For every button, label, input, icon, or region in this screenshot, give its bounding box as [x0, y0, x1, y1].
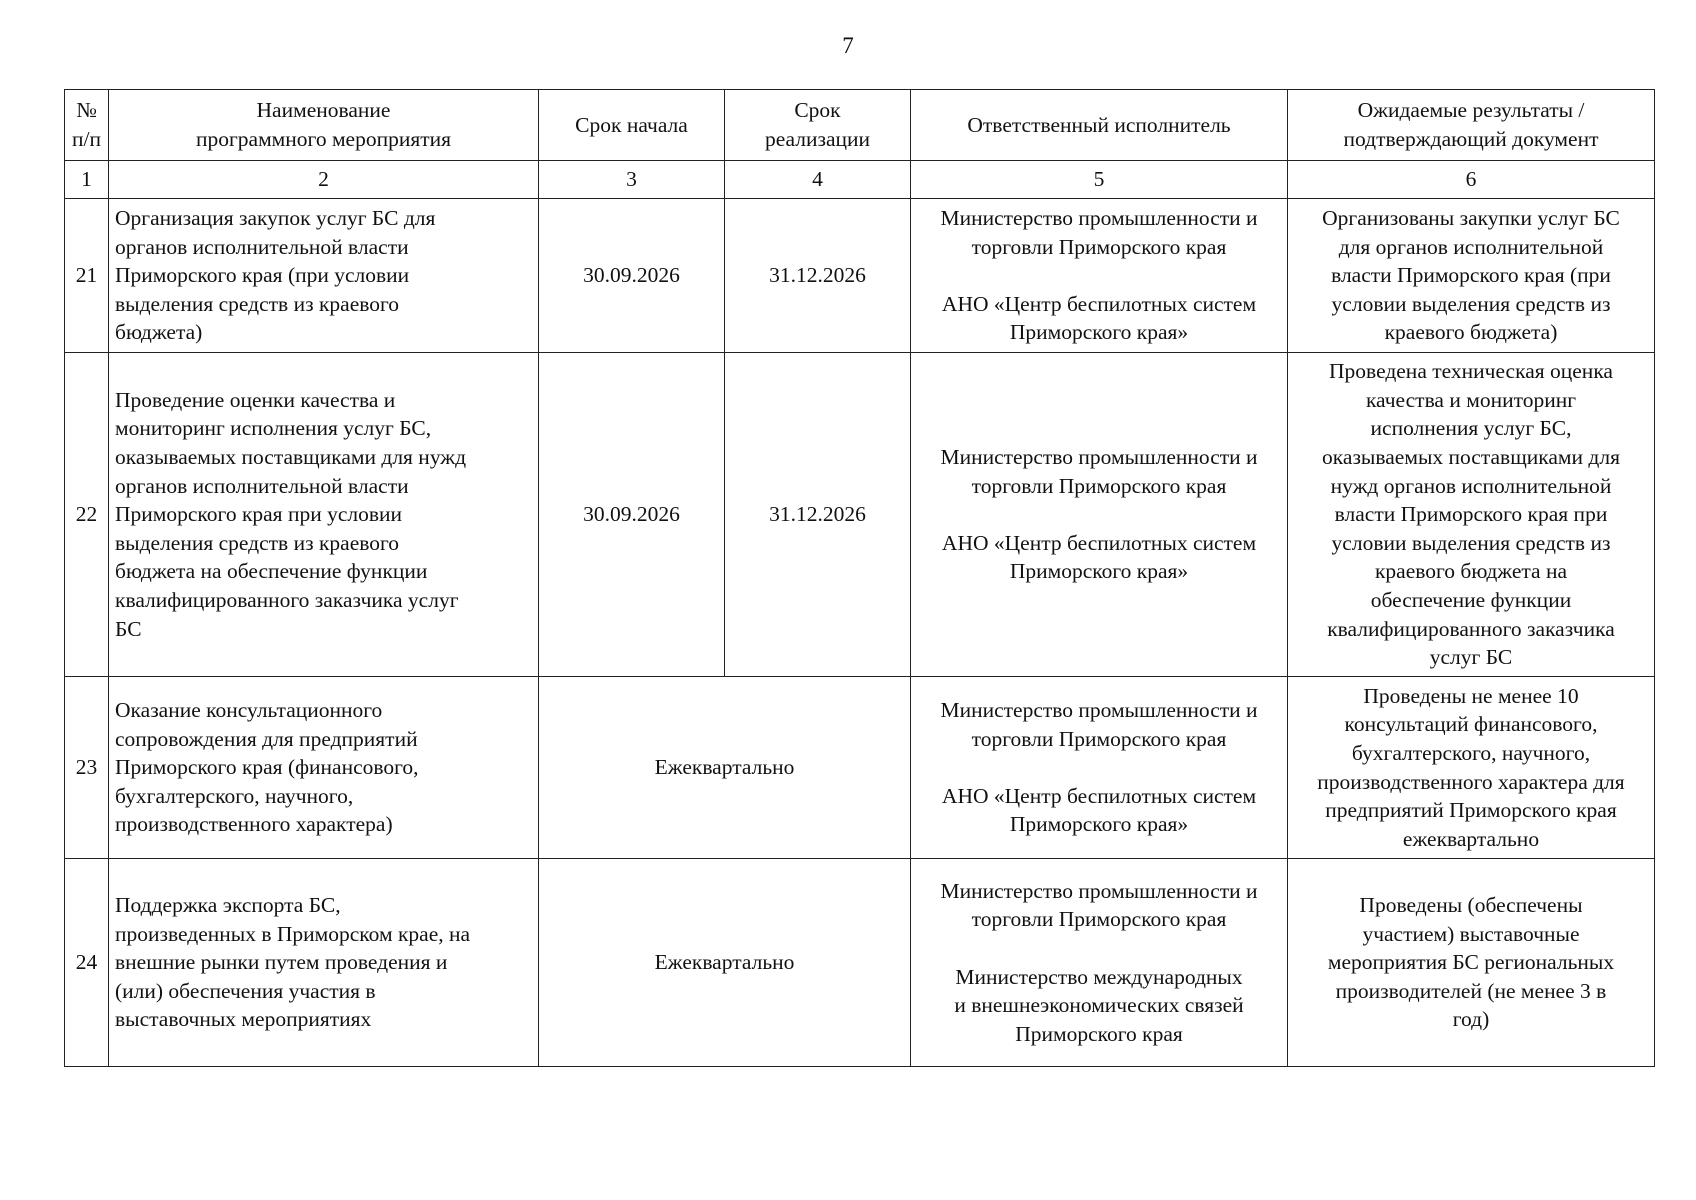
column-number: 1 [65, 161, 109, 199]
implementation-period: Ежеквартально [539, 859, 911, 1067]
expected-result: Проведены (обеспечены участием) выставочные мероприятия БС региональных производителей (не менее 3 в год) [1288, 859, 1655, 1067]
end-date: 31.12.2026 [725, 353, 911, 677]
header-number: № п/п [65, 90, 109, 161]
row-number: 21 [65, 199, 109, 353]
activity-name: Оказание консультационного сопровождения для предприятий Приморского края (финансового, бухгалтерского, научного, производственного характера) [109, 677, 539, 859]
column-number: 3 [539, 161, 725, 199]
row-number: 24 [65, 859, 109, 1067]
header-start-date: Срок начала [539, 90, 725, 161]
header-activity-name: Наименование программного мероприятия [109, 90, 539, 161]
table-row [65, 677, 1655, 859]
column-numbers-row [65, 161, 1655, 199]
expected-result: Проведена техническая оценка качества и мониторинг исполнения услуг БС, оказываемых поставщиками для нужд органов исполнительной власти Приморского края при условии выделения средств из краевого бюджета на обеспечение функции квалифицированного заказчика услуг БС [1288, 353, 1655, 677]
start-date: 30.09.2026 [539, 353, 725, 677]
activity-name: Проведение оценки качества и мониторинг исполнения услуг БС, оказываемых поставщиками для нужд органов исполнительной власти Приморского края при условии выделения средств из краевого бюджета на обеспечение функции квалифицированного заказчика услуг БС [109, 353, 539, 677]
header-end-date: Срок реализации [725, 90, 911, 161]
column-number: 5 [911, 161, 1288, 199]
implementation-period: Ежеквартально [539, 677, 911, 859]
start-date: 30.09.2026 [539, 199, 725, 353]
row-number: 22 [65, 353, 109, 677]
column-number: 6 [1288, 161, 1655, 199]
table-header-row [65, 90, 1655, 161]
activity-name: Поддержка экспорта БС, произведенных в Приморском крае, на внешние рынки путем проведения и (или) обеспечения участия в выставочных мероприятиях [109, 859, 539, 1067]
row-number: 23 [65, 677, 109, 859]
header-responsible-executor: Ответственный исполнитель [911, 90, 1288, 161]
table-row [65, 353, 1655, 677]
expected-result: Организованы закупки услуг БС для органов исполнительной власти Приморского края (при условии выделения средств из краевого бюджета) [1288, 199, 1655, 353]
table-row [65, 199, 1655, 353]
responsible-executor: Министерство промышленности и торговли Приморского края АНО «Центр беспилотных систем Приморского края» [911, 677, 1288, 859]
responsible-executor: Министерство промышленности и торговли Приморского края Министерство международных и внешнеэкономических связей Приморского края [911, 859, 1288, 1067]
activity-name: Организация закупок услуг БС для органов исполнительной власти Приморского края (при условии выделения средств из краевого бюджета) [109, 199, 539, 353]
column-number: 2 [109, 161, 539, 199]
column-number: 4 [725, 161, 911, 199]
responsible-executor: Министерство промышленности и торговли Приморского края АНО «Центр беспилотных систем Приморского края» [911, 199, 1288, 353]
page-number: 7 [842, 33, 854, 58]
table-row [65, 859, 1655, 1067]
expected-result: Проведены не менее 10 консультаций финансового, бухгалтерского, научного, производственного характера для предприятий Приморского края ежеквартально [1288, 677, 1655, 859]
program-activities-table [64, 89, 1655, 1067]
header-expected-results: Ожидаемые результаты / подтверждающий документ [1288, 90, 1655, 161]
responsible-executor: Министерство промышленности и торговли Приморского края АНО «Центр беспилотных систем Приморского края» [911, 353, 1288, 677]
end-date: 31.12.2026 [725, 199, 911, 353]
